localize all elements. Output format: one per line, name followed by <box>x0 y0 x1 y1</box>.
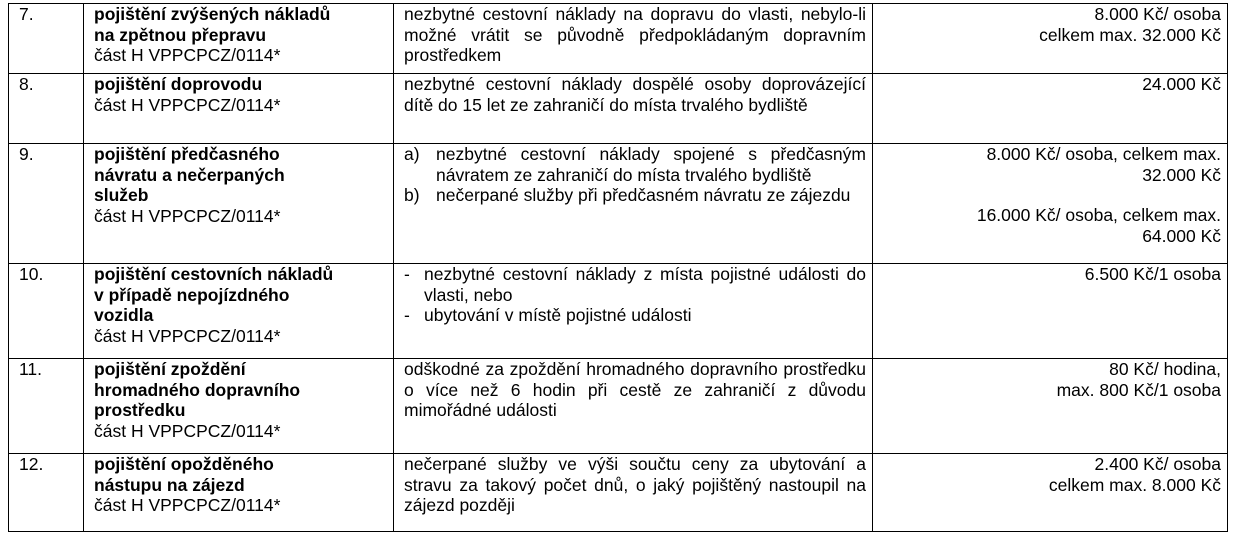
item-marker: - <box>404 305 410 326</box>
table-row <box>9 454 1228 532</box>
row-number: 7. <box>9 4 84 74</box>
coverage-description <box>394 144 873 264</box>
item-text: nezbytné cestovní náklady spojené s předčasným návratem ze zahraničí do místa trvalého bydliště <box>436 144 866 185</box>
coverage-description: nezbytné cestovní náklady na dopravu do vlasti, nebylo-li možné vrátit se původně předpokládaným dopravním prostředkem <box>394 4 873 74</box>
table-row <box>9 264 1228 359</box>
coverage-description: nečerpané služby ve výši součtu ceny za ubytování a stravu za takový počet dnů, o jaký pojištěný nastoupil na zájezd později <box>394 454 873 532</box>
terms-reference: část H VPPCPCZ/0114* <box>94 94 281 115</box>
coverage-description <box>394 264 873 359</box>
insurance-type-cell <box>84 264 394 359</box>
terms-reference: část H VPPCPCZ/0114* <box>94 325 281 346</box>
coverage-limit <box>873 264 1228 359</box>
terms-reference: část H VPPCPCZ/0114* <box>94 420 281 441</box>
insurance-type-cell <box>84 74 394 144</box>
insurance-benefits-table <box>8 3 1228 532</box>
limit-line: 24.000 Kč <box>1142 74 1221 94</box>
insurance-type-name: v případě nepojízdného <box>94 284 290 305</box>
item-text: nečerpané služby při předčasném návratu ze zájezdu <box>436 185 851 206</box>
insurance-type-cell <box>84 454 394 532</box>
coverage-description: nezbytné cestovní náklady dospělé osoby doprovázející dítě do 15 let ze zahraničí do místa trvalého bydliště <box>394 74 873 144</box>
coverage-limit <box>873 454 1228 532</box>
row-number: 12. <box>9 454 84 532</box>
terms-reference: část H VPPCPCZ/0114* <box>94 495 281 516</box>
insurance-type-name: vozidla <box>94 305 154 326</box>
insurance-type-name: pojištění předčasného <box>94 144 280 164</box>
insurance-type-name: návratu a nečerpaných <box>94 164 285 185</box>
table-row <box>9 144 1228 264</box>
limit-line: 2.400 Kč/ osoba <box>1094 454 1221 474</box>
limit-line: celkem max. 8.000 Kč <box>1048 474 1221 495</box>
row-number: 11. <box>9 359 84 454</box>
limit-line: 32.000 Kč <box>1142 164 1221 185</box>
table-row <box>9 359 1228 454</box>
insurance-type-cell <box>84 144 394 264</box>
item-text: nezbytné cestovní náklady z místa pojistné události do vlasti, nebo <box>424 264 866 305</box>
limit-line: 8.000 Kč/ osoba, celkem max. <box>986 144 1221 164</box>
item-marker: a) <box>404 144 420 164</box>
insurance-type-name: nástupu na zájezd <box>94 474 245 495</box>
insurance-type-cell <box>84 4 394 74</box>
spacer <box>883 185 1221 205</box>
list-item <box>404 185 866 206</box>
row-number: 8. <box>9 74 84 144</box>
limit-line: 6.500 Kč/1 osoba <box>1084 264 1221 284</box>
insurance-type-name: pojištění opožděného <box>94 454 274 474</box>
list-item <box>404 144 866 185</box>
limit-line: 16.000 Kč/ osoba, celkem max. <box>976 205 1221 226</box>
coverage-description: odškodné za zpoždění hromadného dopravního prostředku o více než 6 hodin při cestě ze zahraničí z důvodu mimořádné události <box>394 359 873 454</box>
insurance-type-name: prostředku <box>94 400 186 421</box>
insurance-type-name: na zpětnou přepravu <box>94 24 267 45</box>
item-marker: b) <box>404 185 420 206</box>
table-row <box>9 4 1228 74</box>
item-marker: - <box>404 264 410 284</box>
insurance-type-name: pojištění zvýšených nákladů <box>94 4 331 24</box>
coverage-limit <box>873 359 1228 454</box>
insurance-type-name: hromadného dopravního <box>94 379 301 400</box>
coverage-limit <box>873 144 1228 264</box>
limit-line: 8.000 Kč/ osoba <box>1094 4 1221 24</box>
item-text: ubytování v místě pojistné události <box>424 305 692 326</box>
coverage-items <box>404 264 866 326</box>
limit-line: 80 Kč/ hodina, <box>1109 359 1221 379</box>
table-row <box>9 74 1228 144</box>
coverage-limit <box>873 74 1228 144</box>
row-number: 9. <box>9 144 84 264</box>
insurance-type-name: služeb <box>94 185 149 206</box>
terms-reference: část H VPPCPCZ/0114* <box>94 205 281 226</box>
coverage-items <box>404 144 866 206</box>
coverage-limit <box>873 4 1228 74</box>
list-item <box>404 264 866 305</box>
insurance-type-name: pojištění cestovních nákladů <box>94 264 334 284</box>
limit-line: 64.000 Kč <box>1142 225 1221 246</box>
row-number: 10. <box>9 264 84 359</box>
terms-reference: část H VPPCPCZ/0114* <box>94 45 281 66</box>
list-item <box>404 305 866 326</box>
limit-line: celkem max. 32.000 Kč <box>1039 24 1221 45</box>
insurance-type-cell <box>84 359 394 454</box>
limit-line: max. 800 Kč/1 osoba <box>1056 379 1221 400</box>
insurance-type-name: pojištění doprovodu <box>94 74 263 94</box>
insurance-type-name: pojištění zpoždění <box>94 359 246 379</box>
